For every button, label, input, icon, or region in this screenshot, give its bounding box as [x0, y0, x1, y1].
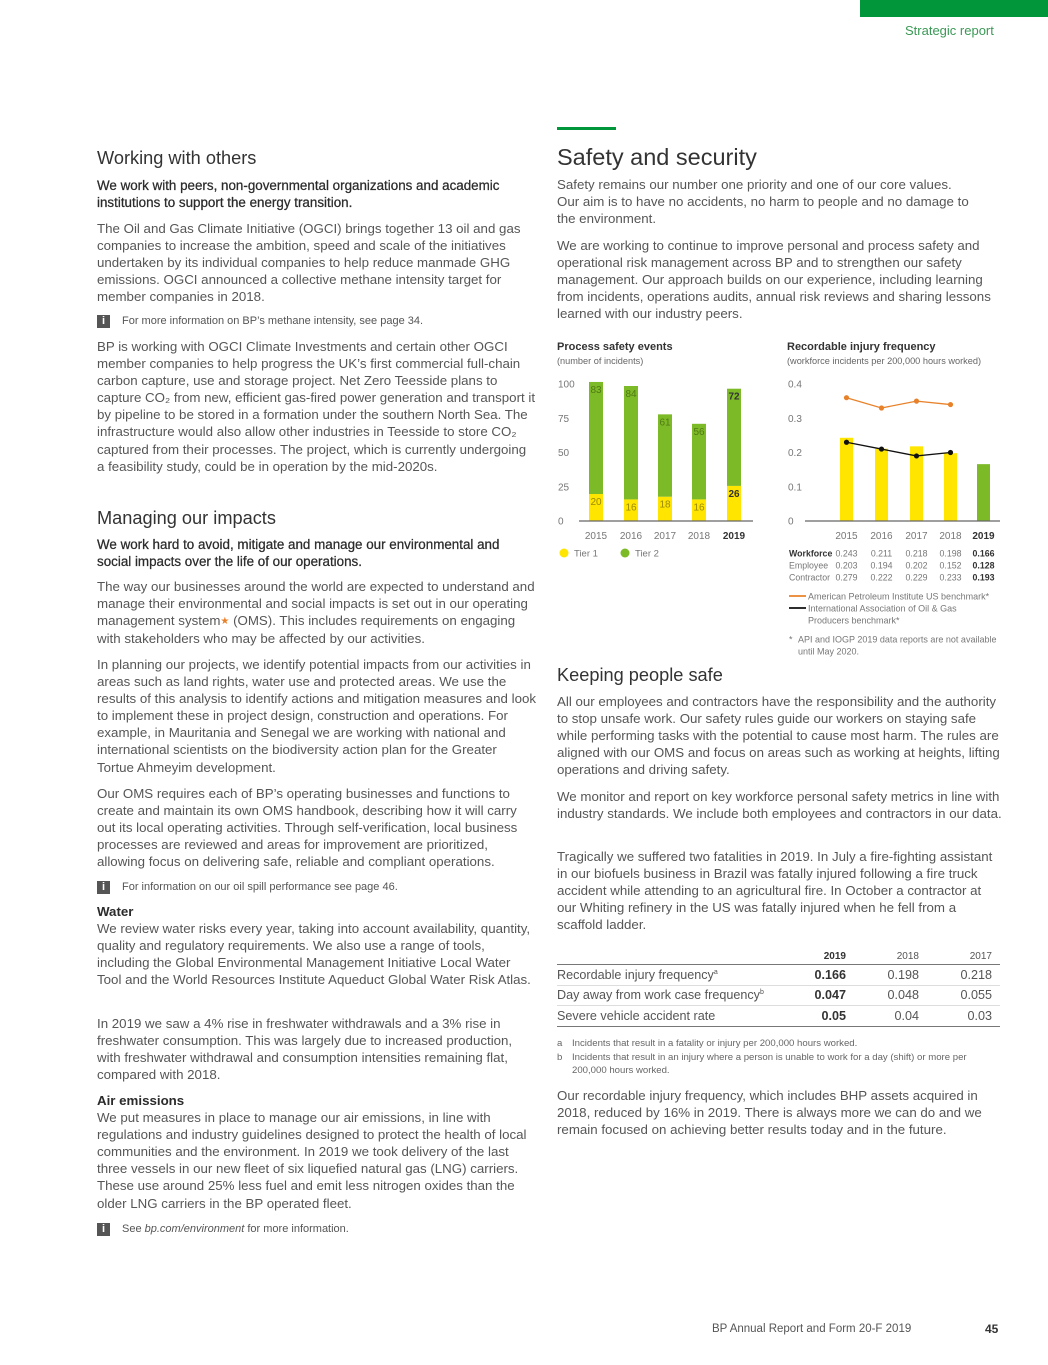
legend-label: International Association of Oil & Gas: [808, 603, 957, 614]
y-tick-label: 50: [558, 448, 570, 459]
water-section: [97, 903, 537, 988]
cell-2017: 0.055: [960, 988, 992, 1003]
footnote-marker: b: [557, 1051, 563, 1063]
benchmark-point: [948, 402, 953, 407]
y-tick-label: 0.1: [788, 482, 802, 494]
section-label[interactable]: Strategic report: [905, 23, 994, 38]
data-row-label: Employee: [789, 560, 829, 571]
info-note-environment: [97, 1222, 537, 1236]
paragraph-oms: [97, 578, 537, 647]
cell-2019: 0.05: [821, 1008, 846, 1023]
cell-2019: 0.047: [814, 988, 846, 1003]
benchmark-point: [914, 453, 919, 458]
y-tick-label: 0.2: [788, 448, 802, 459]
paragraph-net-zero-teesside: BP is working with OGCI Climate Investments and certain other OGCI member companies to help progress the UK’s first commercial full-chain carbon capture, use and storage project. Net Zero Teesside plans to capture CO₂ from new, efficient gas-fired power generation and transport it by pipeline to be stored in a formation under the southern North Sea. The infrastructure would also allow other industries in Teesside to store CO₂ captured from their processes. The project, which is currently undergoing a feasibility study, could be in operation by the mid-2020s.: [97, 339, 536, 474]
bar-segment-tier-2: [624, 386, 638, 499]
benchmark-point: [844, 395, 849, 400]
paragraph-recordable-injury: Our recordable injury frequency, which includes BHP assets acquired in 2018, reduced by 16% in 2019. There is always more we can do and we remain focused on achieving better results today and in the future.: [557, 1088, 982, 1138]
table-header-2017: 2017: [969, 951, 992, 962]
row-label-text: Recordable injury frequency: [557, 967, 714, 982]
bar-value-label: 18: [659, 499, 671, 511]
x-tick-label: 2018: [939, 531, 962, 542]
benchmark-line-0: [847, 398, 951, 408]
x-tick-label: 2019: [972, 531, 995, 542]
info-icon: i: [97, 315, 110, 328]
data-row-value: 0.233: [939, 572, 962, 583]
paragraph-fatalities: Tragically we suffered two fatalities in 2019. In July a fire-fighting assistant in our biofuels business in Brazil was fatally injured following a fire truck accident while attending to an agricultural fire. In October a contractor at our Whiting refinery in the US was fatally injured when he fell from a scaffold ladder.: [557, 849, 993, 933]
data-row-value: 0.128: [972, 560, 995, 571]
data-row-value: 0.166: [972, 548, 995, 559]
footnote-marker: b: [759, 989, 764, 997]
data-row-value: 0.222: [870, 572, 893, 583]
data-row-label: Workforce: [789, 548, 833, 559]
heading-air-emissions: Air emissions: [97, 1093, 185, 1108]
table-row: [557, 965, 1000, 986]
chart-title: Recordable injury frequency: [787, 341, 936, 353]
safety-kpi-table: [557, 949, 1000, 1027]
bar-value-label: 61: [659, 417, 671, 429]
chart-footnote-text: until May 2020.: [798, 646, 860, 657]
legend-label: Tier 1: [574, 548, 598, 560]
heading-keeping-people-safe: Keeping people safe: [557, 665, 723, 685]
x-tick-label: 2017: [905, 531, 928, 542]
bar-workforce: [977, 464, 990, 521]
paragraph-safety-priority: Safety remains our number one priority and one of our core values. Our aim is to have no accidents, no harm to people and no damage to the environment.: [557, 177, 969, 227]
bar-value-label: 83: [590, 384, 602, 396]
info-note-suffix: for more information.: [244, 1223, 349, 1235]
data-row-value: 0.152: [939, 560, 962, 571]
paragraph-freshwater: In 2019 we saw a 4% rise in freshwater withdrawals and a 3% rise in freshwater consumption. This was largely due to increased production, with freshwater withdrawal and consumption intensities remaining flat, compared with 2018.: [97, 1016, 513, 1083]
info-note-methane[interactable]: [97, 314, 537, 328]
chart-footnote-text: API and IOGP 2019 data reports are not available: [798, 634, 997, 645]
info-note-text: [122, 1222, 349, 1236]
heading-working-with-others: Working with others: [97, 148, 257, 168]
intro-working-with-others: We work with peers, non-governmental organizations and academic institutions to support the energy transition.: [97, 178, 500, 210]
header-accent-bar: [860, 0, 1048, 17]
data-row-value: 0.193: [972, 572, 995, 583]
bar-value-label: 56: [693, 426, 705, 438]
chart-title: Process safety events: [557, 341, 673, 353]
y-tick-label: 0: [788, 516, 794, 528]
cell-2018: 0.04: [894, 1008, 919, 1023]
x-tick-label: 2015: [584, 531, 608, 542]
air-emissions-section: [97, 1092, 537, 1212]
data-row-value: 0.194: [870, 560, 893, 571]
x-tick-label: 2016: [619, 531, 643, 542]
glossary-star-icon: ★: [220, 616, 230, 628]
footer-report-title: BP Annual Report and Form 20-F 2019: [712, 1323, 912, 1335]
section-accent-rule: [557, 127, 616, 130]
x-tick-label: 2016: [870, 531, 893, 542]
footnote-text: Incidents that result in a fatality or injury per 200,000 hours worked.: [572, 1038, 858, 1049]
x-tick-label: 2019: [722, 531, 746, 542]
row-label: [557, 968, 770, 982]
environment-link[interactable]: bp.com/environment: [144, 1223, 245, 1235]
data-row-value: 0.243: [835, 548, 858, 559]
data-row-value: 0.202: [905, 560, 928, 571]
chart-footnote-marker: *: [789, 634, 793, 645]
footnote-marker: a: [713, 968, 718, 976]
x-tick-label: 2017: [653, 531, 677, 542]
intro-managing-impacts: We work hard to avoid, mitigate and manage our environmental and social impacts over the life of our operations.: [97, 537, 500, 569]
chart-subtitle: (number of incidents): [557, 356, 644, 366]
cell-2018: 0.048: [887, 988, 919, 1003]
legend-swatch-icon: [560, 549, 569, 558]
table-row: [557, 986, 1000, 1007]
paragraph-oms-handbook: Our OMS requires each of BP’s operating businesses and functions to create and maintain its own OMS handbook, describing how it will carry out its local operating activities. Through self-verification, local business processes are reviewed and areas for improvement are prioritized, allowing focus on delivering safe, reliable and compliant operations.: [97, 786, 518, 870]
paragraph-stop-unsafe-work: All our employees and contractors have the responsibility and the authority to stop unsafe work. Our safety rules guide our workers on staying safe while performing tasks with the potential to cause most harm. The rules are aligned with our OMS and focus on areas such as working at heights, lifting operations and driving safety.: [557, 694, 1000, 778]
legend-label: American Petroleum Institute US benchmark*: [808, 591, 990, 602]
bar-value-label: 84: [625, 389, 637, 400]
y-tick-label: 0: [558, 516, 564, 528]
paragraph-ogci: The Oil and Gas Climate Initiative (OGCI) brings together 13 oil and gas companies to increase the ambition, speed and scale of the initiatives undertaken by its individual companies to help reduce manmade GHG emissions. OGCI announced a collective methane intensity target for member companies in 2018.: [97, 221, 521, 305]
y-tick-label: 75: [558, 413, 570, 425]
benchmark-point: [844, 440, 849, 445]
table-header-row: [557, 949, 1000, 965]
x-tick-label: 2018: [687, 531, 711, 542]
info-note-text[interactable]: For information on our oil spill performance see page 46.: [122, 881, 398, 893]
recordable-injury-frequency-chart: [780, 335, 1005, 665]
bar-workforce: [944, 453, 957, 521]
legend-label: Tier 2: [635, 548, 659, 560]
data-row-value: 0.198: [939, 548, 962, 559]
benchmark-point: [879, 446, 884, 451]
footnote-a: [557, 1037, 1000, 1051]
paragraph-project-planning: In planning our projects, we identify potential impacts from our activities in areas such as land rights, water use and protected areas. We use the results of this analysis to identify actions and mitigation measures and look to implement these in project design, construction and operations. For example, in Mauritania and Senegal we are working with national and international scientists on the biodiversity action plan for the Greater Tortue Ahmeyim development.: [97, 657, 537, 775]
cell-2017: 0.03: [967, 1008, 992, 1023]
data-row-value: 0.203: [835, 560, 858, 571]
y-tick-label: 0.3: [788, 413, 802, 425]
cell-2018: 0.198: [887, 967, 919, 982]
info-icon: i: [97, 881, 110, 894]
chart-subtitle: (workforce incidents per 200,000 hours worked): [787, 356, 982, 366]
data-row-value: 0.229: [905, 572, 928, 583]
oms-text-after: (OMS). This includes requirements on engaging with stakeholders who may be affected by our activities.: [97, 613, 516, 647]
paragraph-safety-metrics: We monitor and report on key workforce personal safety metrics in line with industry standards. We include both employees and contractors in our data.: [557, 789, 1002, 822]
footnote-b: [557, 1051, 1000, 1078]
bar-workforce: [840, 438, 853, 521]
legend-label: Producers benchmark*: [808, 615, 900, 626]
row-label-text: Severe vehicle accident rate: [557, 1008, 716, 1023]
cell-2017: 0.218: [960, 967, 992, 982]
bar-value-label: 16: [625, 502, 637, 514]
table-header-2019: 2019: [823, 951, 846, 962]
table-footnotes: [557, 1037, 1000, 1078]
row-label-text: Day away from work case frequency: [557, 988, 760, 1003]
bar-workforce: [875, 449, 888, 521]
info-note-text[interactable]: For more information on BP’s methane intensity, see page 34.: [122, 315, 424, 327]
bar-segment-tier-2: [727, 389, 741, 486]
info-note-oil-spill[interactable]: [97, 880, 537, 894]
row-label: [557, 1009, 770, 1023]
bar-value-label: 16: [693, 502, 705, 514]
data-row-value: 0.211: [870, 548, 893, 559]
legend-swatch-icon: [621, 549, 630, 558]
heading-water: Water: [97, 904, 134, 919]
process-safety-events-chart: [556, 335, 756, 565]
info-icon: i: [97, 1223, 110, 1236]
y-tick-label: 25: [558, 482, 570, 494]
paragraph-safety-approach: We are working to continue to improve personal and process safety and operational risk management across BP and to strengthen our safety management. Our approach builds on our experience, including learning from incidents, operations audits, annual risk reviews and sharing lessons learned with our industry peers.: [557, 238, 991, 322]
footnote-marker: a: [557, 1038, 563, 1049]
heading-safety-and-security: Safety and security: [557, 144, 757, 170]
page-number: 45: [985, 1322, 999, 1336]
benchmark-line-1: [847, 442, 951, 456]
cell-2019: 0.166: [814, 967, 846, 982]
benchmark-point: [879, 405, 884, 410]
bar-value-label: 20: [590, 497, 602, 508]
table-header-2018: 2018: [896, 951, 919, 962]
row-label: [557, 988, 770, 1002]
x-tick-label: 2015: [835, 531, 858, 542]
data-row-value: 0.218: [905, 548, 928, 559]
paragraph-water-risks: We review water risks every year, taking into account availability, quantity, quality and regulatory requirements. We also use a range of tools, including the Global Environmental Management Initiative Local Water Tool and the World Resources Institute Aqueduct Global Water Risk Atlas.: [97, 921, 531, 988]
footnote-text: Incidents that result in an injury where a person is unable to work for a day (shift) or more per 200,000 hours worked.: [572, 1051, 967, 1076]
y-tick-label: 0.4: [788, 379, 802, 391]
heading-managing-impacts: Managing our impacts: [97, 508, 276, 528]
y-tick-label: 100: [558, 379, 575, 391]
oms-text-before: The way our businesses around the world are expected to understand and manage their environmental and social impacts is set out in our operating management system: [97, 579, 535, 629]
info-note-prefix: See: [122, 1223, 145, 1235]
benchmark-point: [914, 399, 919, 404]
bar-segment-tier-2: [589, 382, 603, 494]
table-row: [557, 1006, 1000, 1027]
benchmark-point: [948, 450, 953, 455]
data-row-label: Contractor: [789, 572, 831, 583]
bar-value-label: 26: [728, 488, 740, 500]
data-row-value: 0.279: [835, 572, 858, 583]
paragraph-air-emissions: We put measures in place to manage our air emissions, in line with regulations and industry guidelines designed to protect the health of local communities and the environment. In 2019 we took delivery of the last three vessels in our new fleet of six liquefied natural gas (LNG) carriers. These use around 25% less fuel and emit less nitrogen oxides than the older LNG carriers in the BP operated fleet.: [97, 1110, 527, 1211]
bar-value-label: 72: [728, 391, 740, 403]
